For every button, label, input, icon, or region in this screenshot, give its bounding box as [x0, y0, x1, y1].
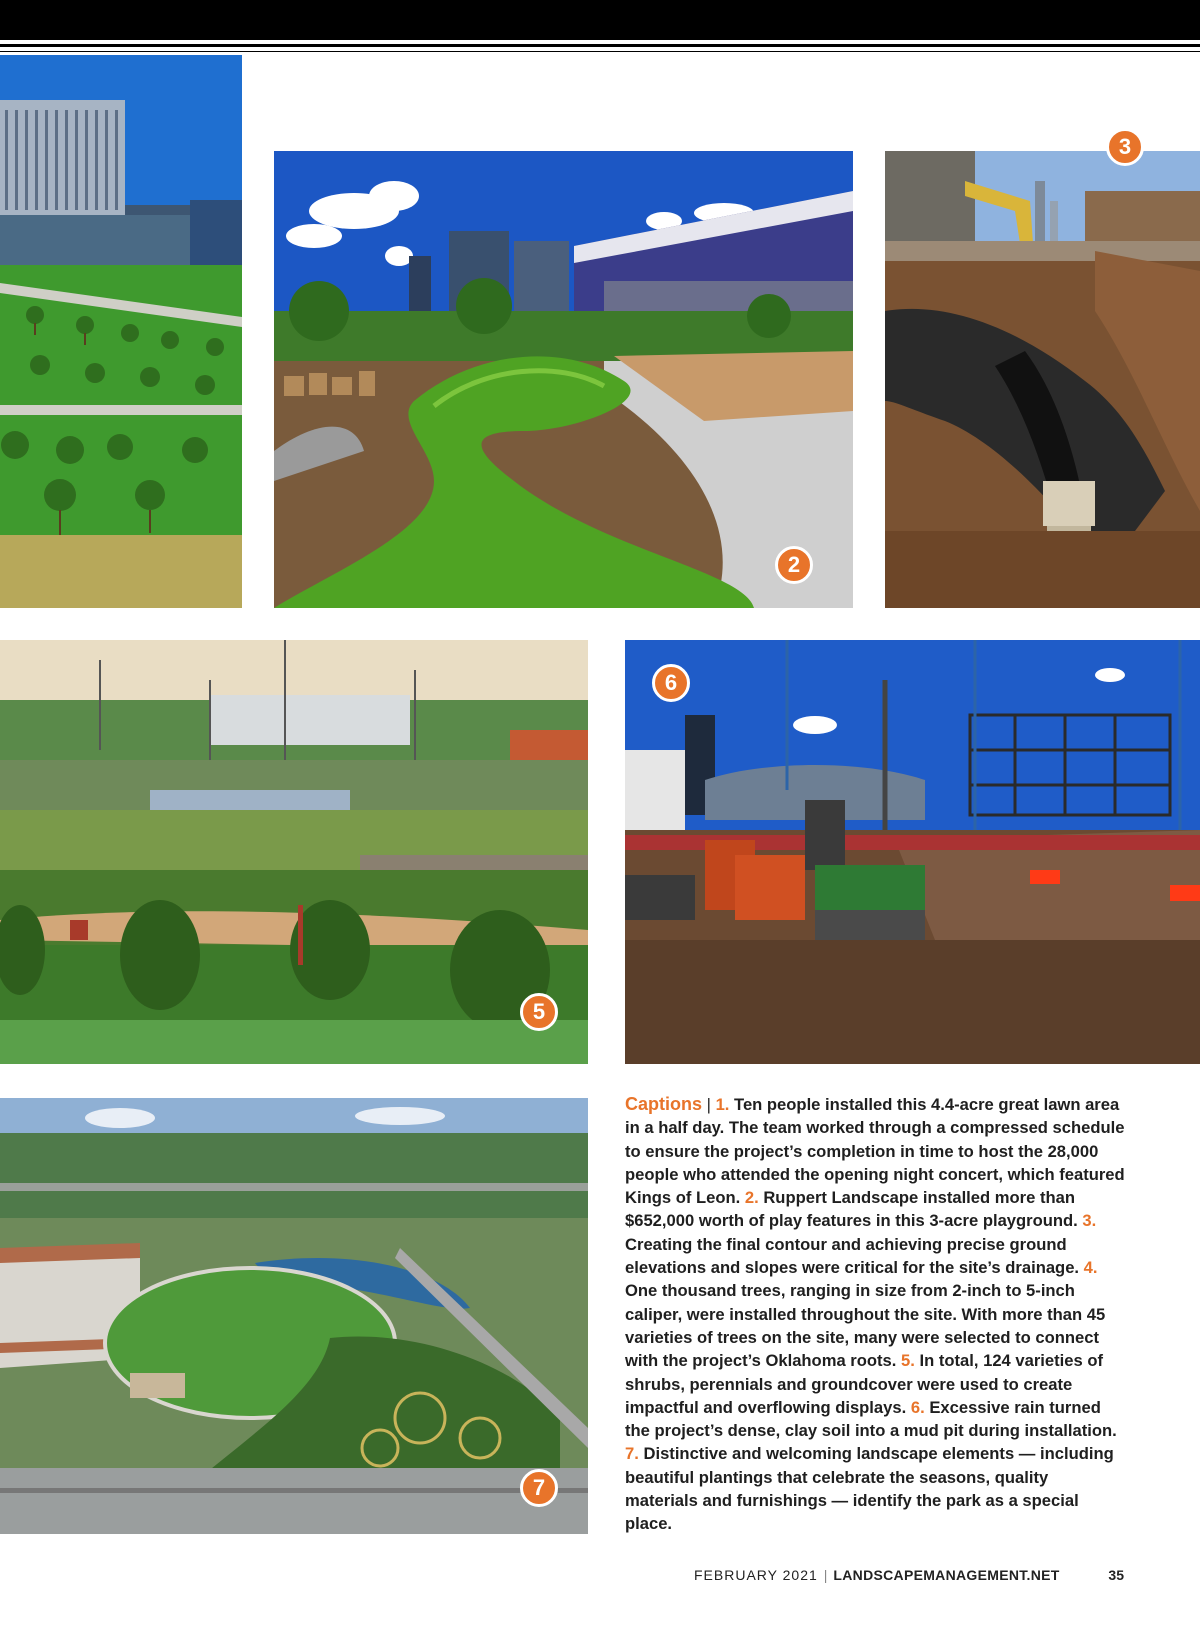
caption-text: Excessive rain turned the project’s dense, clay soil into a mud pit during installation.	[625, 1397, 1117, 1441]
captions-separator: |	[706, 1095, 711, 1114]
caption-number: 4.	[1083, 1258, 1098, 1278]
top-black-bar	[0, 0, 1200, 40]
badge-number-6: 6	[652, 664, 690, 702]
photo-drainage-excavation	[885, 151, 1200, 608]
issue-date: FEBRUARY 2021	[694, 1567, 818, 1583]
header-rule	[0, 44, 1200, 47]
header-rule-thin	[0, 51, 1200, 52]
badge-number-5: 5	[520, 993, 558, 1031]
caption-number: 1.	[715, 1095, 730, 1114]
page-number: 35	[1108, 1567, 1124, 1583]
badge-number-2: 2	[775, 546, 813, 584]
caption-number: 3.	[1082, 1211, 1097, 1231]
caption-number: 5.	[901, 1351, 915, 1371]
badge-number-3: 3	[1106, 128, 1144, 166]
caption-number: 2.	[744, 1188, 759, 1208]
caption-text: One thousand trees, ranging in size from 2-inch to 5-inch caliper, were installed throughout the site. With more than 45 varieties of trees on the site, many were selected to connect with the project’s Oklahoma roots.	[625, 1281, 1106, 1371]
photo-plantings	[0, 640, 588, 1064]
caption-number: 7.	[625, 1444, 639, 1464]
badge-number-7: 7	[520, 1469, 558, 1507]
caption-text: Distinctive and welcoming landscape elements — including beautiful plantings that celebrate the seasons, quality materials and furnishings — identify the park as a special place.	[625, 1444, 1114, 1534]
caption-text: Ten people installed this 4.4-acre great lawn area in a half day. The team worked through a compressed schedule to ensure the project’s completion in time to host the 28,000 people who attended the opening night concert, which featured Kings of Leon.	[625, 1095, 1125, 1208]
page-footer	[694, 1567, 1124, 1589]
website-link[interactable]: LANDSCAPEMANAGEMENT.NET	[833, 1567, 1060, 1583]
caption-text: Ruppert Landscape installed more than $652,000 worth of play features in this 3-acre playground.	[625, 1188, 1078, 1231]
photo-great-lawn	[0, 55, 242, 608]
photo-aerial-park	[0, 1098, 588, 1534]
captions-heading: Captions	[625, 1094, 703, 1114]
photo-playground	[274, 151, 853, 608]
captions-block	[625, 1093, 1125, 1536]
caption-text: Creating the final contour and achieving precise ground elevations and slopes were critical for the site’s drainage.	[625, 1234, 1080, 1278]
caption-number: 6.	[910, 1397, 925, 1417]
caption-text: In total, 124 varieties of shrubs, perennials and groundcover were used to create impactful and overflowing displays.	[625, 1351, 1104, 1417]
footer-divider: |	[823, 1567, 828, 1583]
photo-mud-pit	[625, 640, 1200, 1064]
